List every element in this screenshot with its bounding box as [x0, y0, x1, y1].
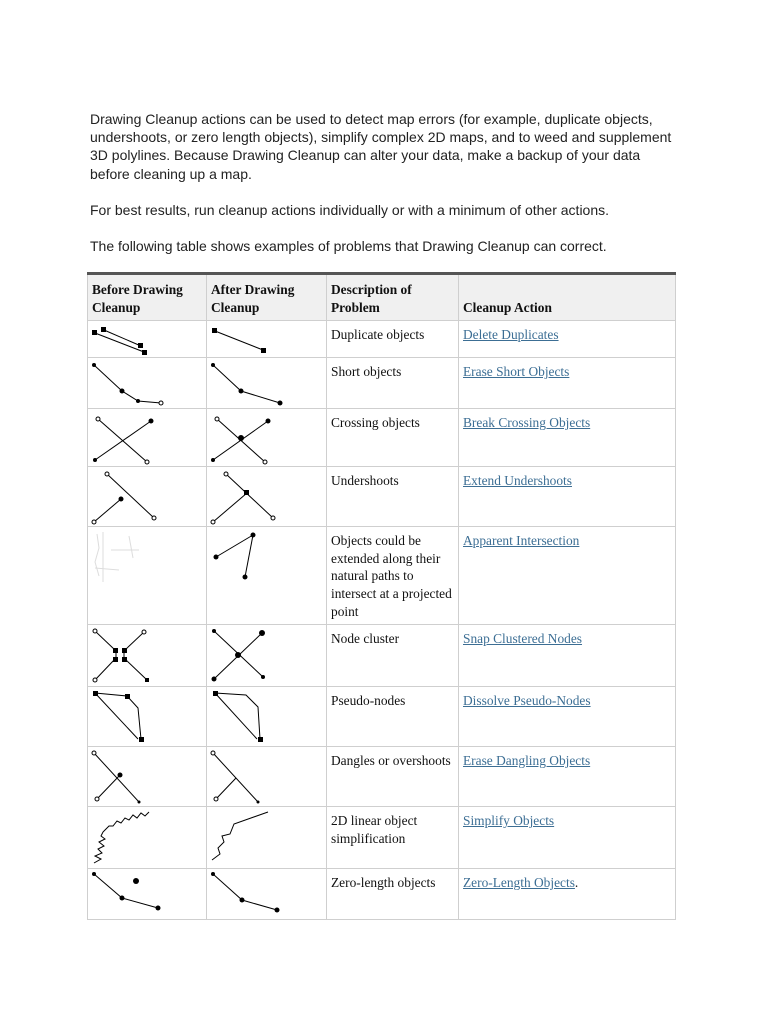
duplicate-before-diagram: [89, 322, 159, 355]
simplify-after-diagram: [208, 808, 284, 868]
action-cell: [459, 527, 676, 625]
description-cell: Zero-length objects: [327, 869, 459, 920]
action-cell: [459, 687, 676, 747]
cleanup-table: [87, 272, 676, 920]
table-row: [88, 321, 676, 358]
after-cell: [207, 869, 327, 920]
before-cell: [88, 358, 207, 409]
short-before-diagram: [89, 359, 165, 407]
description-cell: Duplicate objects: [327, 321, 459, 358]
table-row: [88, 869, 676, 920]
intro-paragraph: The following table shows examples of problems that Drawing Cleanup can correct.: [90, 238, 607, 255]
apparent-before-diagram: [89, 528, 165, 588]
action-link-simplify-objects[interactable]: Simplify Objects: [463, 813, 555, 829]
action-cell: [459, 747, 676, 807]
intro-paragraph: For best results, run cleanup actions individually or with a minimum of other actions.: [90, 201, 610, 218]
action-cell: [459, 869, 676, 920]
action-cell: [459, 807, 676, 869]
undershoot-before-diagram: [89, 468, 165, 526]
description-cell: Objects could be extended along their natural paths to intersect at a projected point: [327, 527, 459, 625]
before-cell: [88, 467, 207, 527]
before-cell: [88, 321, 207, 358]
table-row: [88, 747, 676, 807]
description-cell: Dangles or overshoots: [327, 747, 459, 807]
action-link-erase-short-objects[interactable]: Erase Short Objects: [463, 364, 570, 380]
dangle-before-diagram: [89, 748, 165, 806]
intro-paragraph: Drawing Cleanup actions can be used to detect map errors (for example, duplicate objects, undershoots, or zero length objects), simplify complex 2D maps, and to weed and supplement 3D polylines. Because Drawing Cleanup can alter your data, make a backup of your data before cleaning up a map.: [90, 111, 672, 182]
short-after-diagram: [208, 359, 284, 407]
crossing-before-diagram: [89, 410, 165, 466]
description-cell: Pseudo-nodes: [327, 687, 459, 747]
duplicate-after-diagram: [208, 322, 278, 355]
table-row: [88, 807, 676, 869]
after-cell: [207, 358, 327, 409]
header-before: Before Drawing Cleanup: [88, 274, 207, 321]
table-row: [88, 358, 676, 409]
action-link-dissolve-pseudo-nodes[interactable]: Dissolve Pseudo-Nodes: [463, 693, 591, 709]
before-cell: [88, 747, 207, 807]
after-cell: [207, 807, 327, 869]
pseudo-after-diagram: [208, 688, 284, 746]
table-row: [88, 687, 676, 747]
crossing-after-diagram: [208, 410, 284, 466]
description-cell: Node cluster: [327, 625, 459, 687]
header-description: Description of Problem: [327, 274, 459, 321]
action-cell: [459, 358, 676, 409]
action-link-erase-dangling-objects[interactable]: Erase Dangling Objects: [463, 753, 591, 769]
action-link-apparent-intersection[interactable]: Apparent Intersection: [463, 533, 580, 549]
action-cell: [459, 321, 676, 358]
action-link-zero-length-objects[interactable]: Zero-Length Objects: [463, 875, 575, 891]
description-cell: Undershoots: [327, 467, 459, 527]
after-cell: [207, 409, 327, 467]
after-cell: [207, 527, 327, 625]
action-cell: [459, 409, 676, 467]
cluster-before-diagram: [89, 626, 165, 686]
pseudo-before-diagram: [89, 688, 165, 746]
action-link-extend-undershoots[interactable]: Extend Undershoots: [463, 473, 572, 489]
table-row: [88, 625, 676, 687]
after-cell: [207, 321, 327, 358]
action-link-snap-clustered-nodes[interactable]: Snap Clustered Nodes: [463, 631, 583, 647]
before-cell: [88, 625, 207, 687]
dangle-after-diagram: [208, 748, 284, 806]
action-link-break-crossing-objects[interactable]: Break Crossing Objects: [463, 415, 591, 431]
header-action: Cleanup Action: [459, 274, 676, 321]
description-cell: Crossing objects: [327, 409, 459, 467]
table-header-row: [88, 274, 676, 321]
action-link-delete-duplicates[interactable]: Delete Duplicates: [463, 327, 559, 343]
action-suffix: .: [574, 875, 579, 891]
action-cell: [459, 467, 676, 527]
action-cell: [459, 625, 676, 687]
header-after: After Drawing Cleanup: [207, 274, 327, 321]
description-cell: 2D linear object simplification: [327, 807, 459, 869]
before-cell: [88, 869, 207, 920]
intro-text: [90, 110, 680, 255]
description-cell: Short objects: [327, 358, 459, 409]
zerolength-before-diagram: [89, 870, 165, 918]
table-row: [88, 527, 676, 625]
after-cell: [207, 625, 327, 687]
after-cell: [207, 467, 327, 527]
before-cell: [88, 807, 207, 869]
before-cell: [88, 409, 207, 467]
apparent-after-diagram: [208, 528, 284, 588]
undershoot-after-diagram: [208, 468, 284, 526]
before-cell: [88, 527, 207, 625]
after-cell: [207, 687, 327, 747]
cluster-after-diagram: [208, 626, 284, 686]
after-cell: [207, 747, 327, 807]
table-row: [88, 467, 676, 527]
table-row: [88, 409, 676, 467]
before-cell: [88, 687, 207, 747]
zerolength-after-diagram: [208, 870, 284, 918]
simplify-before-diagram: [89, 808, 165, 868]
